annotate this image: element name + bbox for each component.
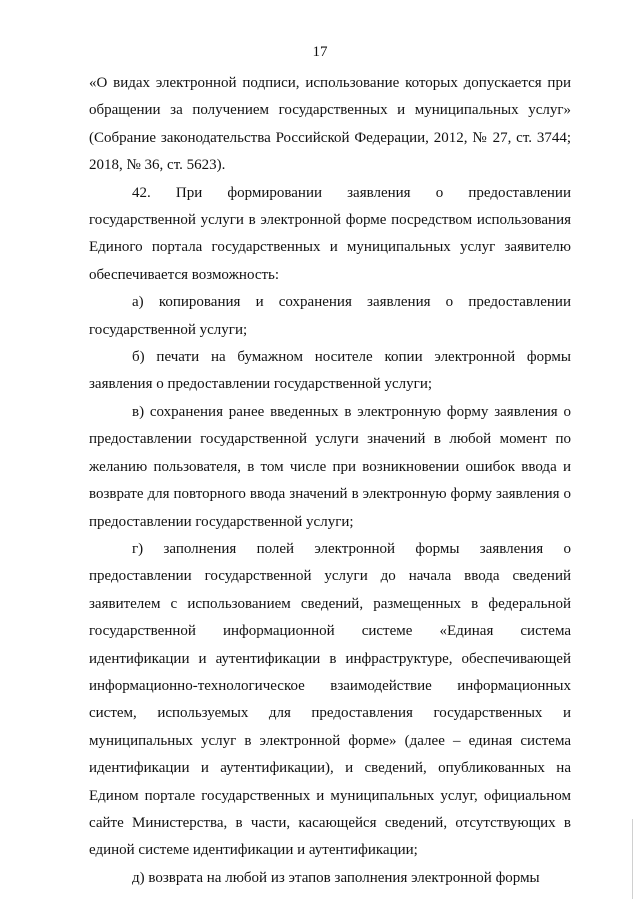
- document-body: [89, 70, 571, 892]
- paragraph-42: 42. При формировании заявления о предоставлении государственной услуги в электронной форме посредством использования Единого портала государственных и муниципальных услуг заявителю обеспечивается возможность:: [89, 184, 571, 283]
- page-number: 17: [312, 44, 328, 60]
- scan-edge-mark: [632, 819, 636, 899]
- list-item-d: д) возврата на любой из этапов заполнения электронной формы: [132, 869, 540, 886]
- list-item-v: в) сохранения ранее введенных в электронную форму заявления о предоставлении государственной услуги значений в любой момент по желанию пользователя, в том числе при возникновении ошибок ввода и возврате для повторного ввода значений в электронную форму заявления о предоставлении государственной услуги;: [89, 403, 571, 530]
- paragraph-intro: «О видах электронной подписи, использование которых допускается при обращении за получением государственных и муниципальных услуг» (Собрание законодательства Российской Федерации, 2012, № 27, ст. 3744; 2018, № 36, ст. 5623).: [89, 75, 571, 174]
- list-item-b: б) печати на бумажном носителе копии электронной формы заявления о предоставлении государственной услуги;: [89, 349, 571, 393]
- list-item-g: г) заполнения полей электронной формы заявления о предоставлении государственной услуги до начала ввода сведений заявителем с использованием сведений, размещенных в федеральной государственной информационной системе «Единая система идентификации и аутентификации в инфраструктуре, обеспечивающей информационно-технологическое взаимодействие информационных систем, используемых для предоставления государственных и муниципальных услуг в электронной форме» (далее – единая система идентификации и аутентификации), и сведений, опубликованных на Едином портале государственных и муниципальных услуг, официальном сайте Министерства, в части, касающейся сведений, отсутствующих в единой системе идентификации и аутентификации;: [89, 540, 571, 859]
- list-item-a: а) копирования и сохранения заявления о предоставлении государственной услуги;: [89, 294, 571, 338]
